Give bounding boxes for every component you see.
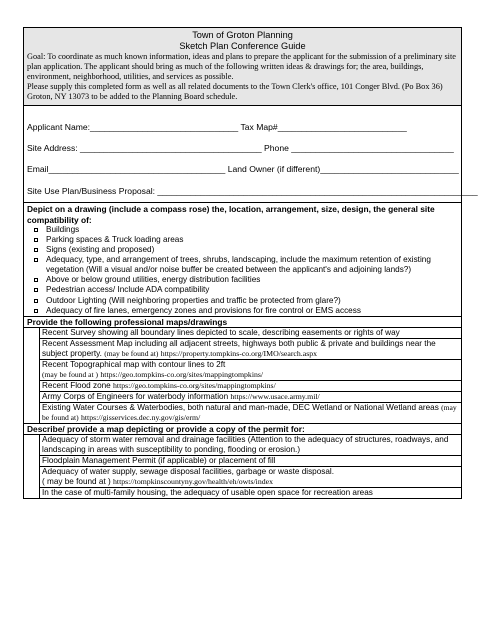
applicant-fields	[24, 106, 478, 203]
checkbox-icon[interactable]	[34, 238, 38, 242]
describe-item-water-supply: Adequacy of water supply, sewage disposal facilities, garbage or waste disposal. ( may be found at ) https://tompkinscountyny.gov/health/eh/owts/index	[39, 467, 461, 488]
maps-heading: Provide the following professional maps/drawings	[24, 317, 461, 328]
army-corps-link[interactable]: https://www.usace.army.mil/	[230, 391, 320, 401]
depict-list	[24, 225, 461, 316]
flood-link[interactable]: https://geo.tompkins-co.org/sites/mappingtompkins/	[113, 380, 276, 390]
owts-link[interactable]: https://tompkinscountyny.gov/health/eh/owts/index	[113, 476, 273, 486]
checkbox-icon[interactable]	[34, 278, 38, 282]
site-use-field[interactable]: Site Use Plan/Business Proposal: ___________________________________________________________________	[27, 186, 478, 197]
depict-item: Signs (existing and proposed)	[34, 245, 461, 255]
map-item-flood: Recent Flood zone https://geo.tompkins-co.org/sites/mappingtompkins/	[39, 381, 461, 392]
map-item-topo: Recent Topographical map with contour lines to 2ft (may be found at ) https://geo.tompkins-co.org/sites/mappingtompkins/	[39, 360, 461, 381]
checkbox-icon[interactable]	[34, 258, 38, 262]
email-field[interactable]: Email_____________________________________ Land Owner (if different)_____________________________	[27, 164, 459, 175]
checkbox-icon[interactable]	[34, 299, 38, 303]
depict-heading: Depict on a drawing (include a compass rose) the, location, arrangement, size, design, the general site compatibility of:	[27, 204, 435, 225]
checkbox-icon[interactable]	[34, 288, 38, 292]
map-item-water-courses: Existing Water Courses & Waterbodies, both natural and man-made, DEC Wetland or National Wetland areas (may be found at) https://gisservices.dec.ny.gov/gis/erm/	[39, 403, 461, 423]
goal-text: Goal: To coordinate as much known information, ideas and plans to prepare the applicant for the submission of a preliminary site plan application. The applicant should bring as much of the following written ideas & drawings for; the area, buildings, environment, neighborhood, utilities, and services as possible.	[27, 52, 456, 82]
map-item-army-corps: Army Corps of Engineers for waterbody information https://www.usace.army.mil/	[39, 392, 461, 403]
form-header	[24, 28, 461, 106]
depict-item: Adequacy of fire lanes, emergency zones and provisions for fire control or EMS access	[34, 306, 461, 316]
form-title: Town of Groton Planning	[192, 30, 293, 40]
depict-item: Adequacy, type, and arrangement of trees, shrubs, landscaping, include the maximum retention of existing vegetation (Will a visual and/or noise buffer be created between the applicant's and adjoining lands?)	[34, 255, 461, 275]
depict-item: Parking spaces & Truck loading areas	[34, 235, 461, 245]
describe-item-open-space: In the case of multi-family housing, the adequacy of usable open space for recreation areas	[39, 488, 461, 498]
applicant-name-field[interactable]: Applicant Name:_______________________________ Tax Map#___________________________	[27, 122, 407, 133]
depict-item: Pedestrian access/ Include ADA compatibility	[34, 285, 461, 295]
checkbox-icon[interactable]	[34, 228, 38, 232]
topo-link[interactable]: https://geo.tompkins-co.org/sites/mappingtompkins/	[100, 369, 264, 379]
describe-item-storm-water: Adequacy of storm water removal and drainage facilities (Attention to the adequacy of structures, roadways, and landscaping in areas with susceptibility to ponding, flooding or erosion.)	[39, 435, 461, 456]
wetland-link[interactable]: https://gisservices.dec.ny.gov/gis/erm/	[80, 412, 201, 422]
checkbox-icon[interactable]	[34, 309, 38, 313]
describe-list	[24, 435, 461, 498]
depict-section	[24, 203, 461, 316]
supply-text: Please supply this completed form as well as all related documents to the Town Clerk's office, 101 Conger Blvd. (Po Box 36) Groton, NY 13073 to be added to the Planning Board schedule.	[27, 82, 443, 102]
maps-list	[24, 328, 461, 424]
depict-item: Above or below ground utilities, energy distribution facilities	[34, 275, 461, 285]
checkbox-icon[interactable]	[34, 248, 38, 252]
form-subtitle: Sketch Plan Conference Guide	[179, 41, 306, 51]
form-frame	[23, 27, 478, 499]
map-item-assessment: Recent Assessment Map including all adjacent streets, highways both public & private and buildings near the subject property. (may be found at) https://property.tompkins-co.org/IMO/search.aspx	[39, 339, 461, 360]
describe-heading: Describe/ provide a map depicting or provide a copy of the permit for:	[24, 424, 461, 435]
assessment-link[interactable]: https://property.tompkins-co.org/IMO/search.aspx	[160, 348, 318, 358]
depict-item: Buildings	[34, 225, 461, 235]
depict-item: Outdoor Lighting (Will neighboring properties and traffic be protected from glare?)	[34, 296, 461, 306]
describe-item-floodplain: Floodplain Management Permit (if applicable) or placement of fill	[39, 456, 461, 467]
site-address-field[interactable]: Site Address: ______________________________________ Phone __________________________________	[27, 143, 454, 154]
map-item-survey: Recent Survey showing all boundary lines depicted to scale, describing easements or rights of way	[39, 328, 461, 339]
